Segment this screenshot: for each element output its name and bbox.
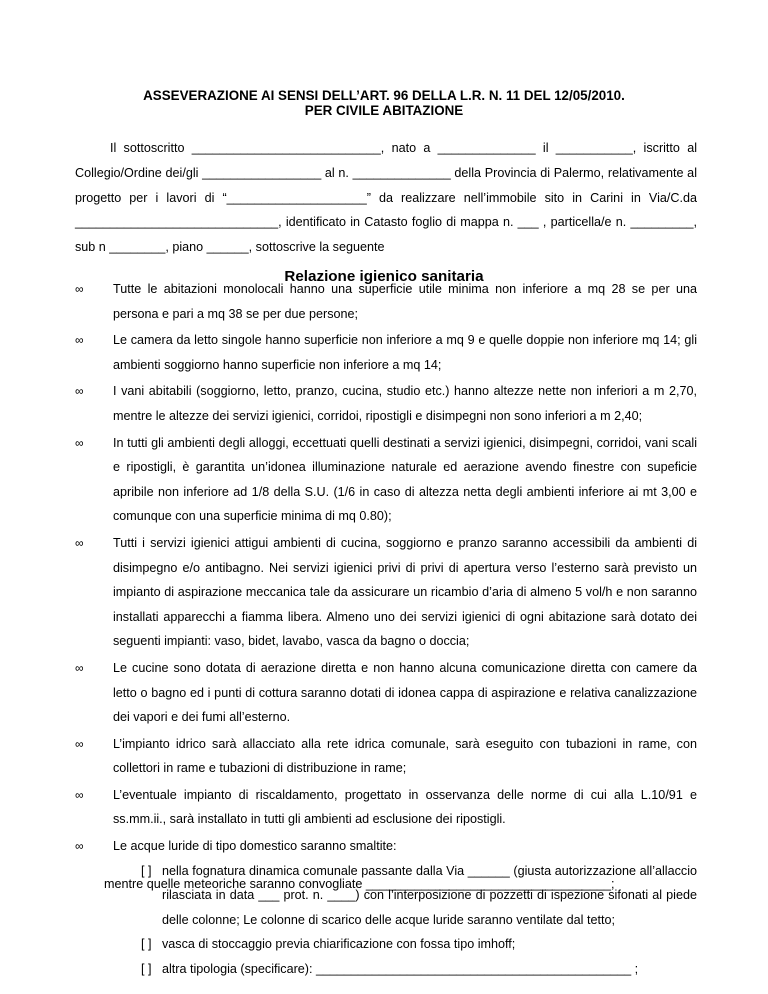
list-item bbox=[75, 531, 697, 654]
list-item-text: L’eventuale impianto di riscaldamento, progettato in osservanza delle norme di cui alla L.10/91 e ss.mm.ii., sarà installato in tutti gli ambienti ad esclusione dei ripostigli. bbox=[113, 787, 697, 827]
bullet-icon: ∞ bbox=[75, 282, 84, 296]
bullet-icon: ∞ bbox=[75, 736, 84, 751]
intro-paragraph bbox=[75, 136, 697, 260]
list-item-text: In tutti gli ambienti degli alloggi, eccettuati quelli destinati a servizi igienici, disimpegni, corridoi, vani scali e ripostigli, è garantita un’idonea illuminazione naturale ed aerazione avendo finestre con supeficie apribile non inferiore ad 1/8 della S.U. (1/6 in caso di altezza netta degli ambienti inferiore ai mt 3,00 e comunque con una superficie minima di mq 0.80); bbox=[113, 435, 697, 524]
bullet-icon: ∞ bbox=[75, 435, 84, 450]
list-item-text: Tutte le abitazioni monolocali hanno una superficie utile minima non inferiore a mq 28 se per una persona e pari a mq 38 se per due persone; bbox=[113, 282, 697, 321]
stormwater-line: mentre quelle meteoriche saranno convogliate ___________________________________; bbox=[104, 877, 615, 891]
bullet-icon: ∞ bbox=[75, 333, 84, 348]
list-item bbox=[75, 431, 697, 529]
intro-text: Il sottoscritto ___________________________, nato a ______________ il ___________, iscritto al Collegio/Ordine dei/gli _________________ al n. ______________ della Provincia di Palermo, relativamente al progetto per i lavori di “____________________” da realizzare nell’immobile sito in Carini in Via/C.da _____________________________, identificato in Catasto foglio di mappa n. ___ , particella/e n. _________, sub n ________, piano ______, sottoscrive la seguente bbox=[75, 141, 697, 255]
bullet-icon: ∞ bbox=[75, 839, 84, 854]
disposal-option-sewer bbox=[113, 859, 697, 933]
document-title-line1: ASSEVERAZIONE AI SENSI DELL’ART. 96 DELLA L.R. N. 11 DEL 12/05/2010. bbox=[143, 88, 625, 103]
bullet-icon: ∞ bbox=[75, 535, 84, 550]
disposal-option-tank bbox=[113, 932, 697, 957]
document-title-line2: PER CIVILE ABITAZIONE bbox=[304, 103, 464, 118]
list-item-text: L’impianto idrico sarà allacciato alla rete idrica comunale, sarà eseguito con tubazioni in rame, con collettori in rame e tubazioni di distribuzione in rame; bbox=[113, 736, 697, 776]
checkbox-placeholder: [ ] bbox=[141, 937, 152, 952]
list-item-text: Le cucine sono dotata di aerazione diretta e non hanno alcuna comunicazione diretta con camere da letto o bagno ed i punti di cottura saranno dotati di idonea cappa di aspirazione e relativa canalizzazione dei vapori e dei fumi all’esterno. bbox=[113, 660, 697, 725]
disposal-option-other bbox=[113, 957, 697, 982]
list-item-text: I vani abitabili (soggiorno, letto, pranzo, cucina, studio etc.) hanno altezze nette non inferiori a m 2,70, mentre le altezze dei servizi igienici, corridoi, ripostigli e disimpegni non sono inferiori a m 2,40; bbox=[113, 384, 697, 423]
section-heading: Relazione igienico sanitaria bbox=[284, 268, 484, 285]
option-text: vasca di stoccaggio previa chiarificazione con fossa tipo imhoff; bbox=[162, 937, 516, 952]
option-text: altra tipologia (specificare): _____________________________________________ ; bbox=[162, 962, 639, 977]
bullet-icon: ∞ bbox=[75, 660, 84, 675]
list-item-text: Tutti i servizi igienici attigui ambienti di cucina, soggiorno e pranzo saranno accessibili da ambienti di disimpegno e/o antibagno. Nei servizi igienici privi di privi di apertura verso l’esterno sarà previsto un impianto di aspirazione meccanica tale da assicurare un ricambio d’aria di almeno 5 vol/h e non saranno installati apparecchi a fiamma libera. Almeno uno dei servizi igienici di ogni abitazione sarà dotato dei seguenti impianti: vaso, bidet, lavabo, vasca da bagno o doccia; bbox=[113, 535, 697, 649]
list-item bbox=[75, 656, 697, 730]
list-item bbox=[75, 379, 697, 428]
list-item bbox=[75, 328, 697, 377]
list-item bbox=[75, 783, 697, 832]
option-text: nella fognatura dinamica comunale passante dalla Via ______ (giusta autorizzazione all’allaccio rilasciata in data ___ prot. n. ____) con l’interposizione di pozzetti di ispezione sifonati al piede delle colonne; Le colonne di scarico delle acque luride saranno ventilate dal tetto; bbox=[162, 863, 697, 927]
bullet-icon: ∞ bbox=[75, 787, 84, 802]
list-item-text: Le camera da letto singole hanno superficie non inferiore a mq 9 e quelle doppie non inferiore mq 14; gli ambienti soggiorno hanno superficie non inferiore a mq 14; bbox=[113, 333, 697, 372]
list-item bbox=[75, 732, 697, 781]
list-item bbox=[75, 834, 697, 982]
list-item bbox=[75, 277, 697, 326]
bullet-icon: ∞ bbox=[75, 384, 84, 399]
checkbox-placeholder: [ ] bbox=[141, 863, 152, 878]
checkbox-placeholder: [ ] bbox=[141, 962, 152, 977]
list-item-text: Le acque luride di tipo domestico saranno smaltite: bbox=[113, 839, 397, 854]
